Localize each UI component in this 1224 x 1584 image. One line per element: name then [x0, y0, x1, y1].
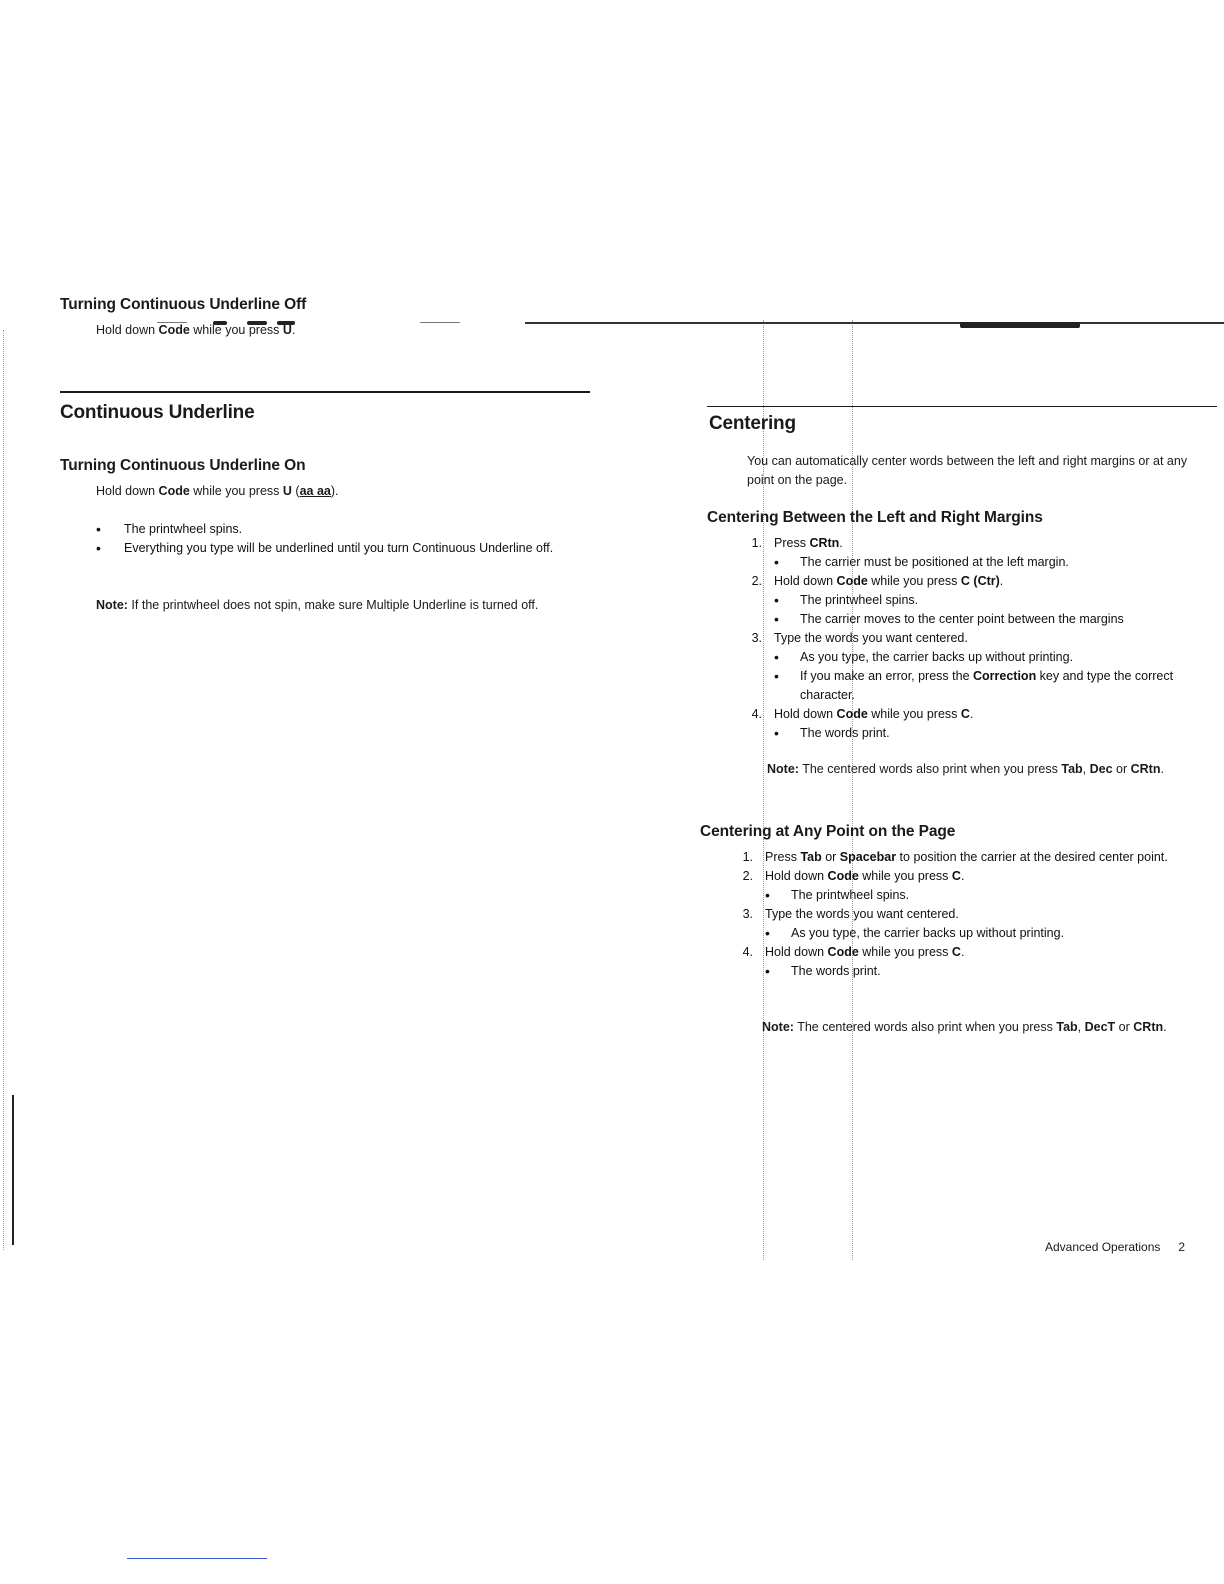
instruction-off: Hold down Code while you press U.	[96, 323, 296, 337]
step-item: 3. Type the words you want centered. • As you type, the carrier backs up without printing. • If you make an error, press the Correction key and type the correct character.	[736, 629, 1216, 705]
spiral-binding	[605, 322, 685, 1252]
list-item: • If you make an error, press the Correction key and type the correct character.	[774, 667, 1216, 705]
title-rule-right	[707, 406, 1217, 407]
step-item: 4. Hold down Code while you press C. • The words print.	[727, 943, 1197, 981]
title-rule	[60, 391, 590, 393]
scan-mark	[960, 322, 1080, 328]
page-title: Continuous Underline	[60, 402, 255, 423]
step-item: 4. Hold down Code while you press C. • The words print.	[736, 705, 1216, 743]
section-heading-on: Turning Continuous Underline On	[60, 457, 306, 474]
underline-sample: aa aa	[299, 484, 331, 498]
list-item: • As you type, the carrier backs up without printing.	[774, 648, 1216, 667]
step-item: 1. Press CRtn. • The carrier must be positioned at the left margin.	[736, 534, 1216, 572]
step-item: 3. Type the words you want centered. • As you type, the carrier backs up without printing.	[727, 905, 1197, 943]
list-item: • As you type, the carrier backs up without printing.	[765, 924, 1197, 943]
list-item: • The printwheel spins.	[765, 886, 1197, 905]
steps-any-point	[727, 848, 1197, 981]
list-item: • The words print.	[765, 962, 1197, 981]
section-heading-between: Centering Between the Left and Right Margins	[707, 509, 1043, 526]
left-page	[0, 0, 600, 1584]
list-item: • The printwheel spins.	[774, 591, 1216, 610]
note-between: Note: The centered words also print when you press Tab, Dec or CRtn.	[767, 762, 1164, 776]
blue-rule	[127, 1558, 267, 1559]
list-item: • The words print.	[774, 724, 1216, 743]
right-page-title: Centering	[709, 413, 796, 434]
steps-between	[736, 534, 1216, 743]
section-heading-off-visible: Turning Continuous Underline Off	[60, 296, 307, 313]
list-item: • The carrier must be positioned at the left margin.	[774, 553, 1216, 572]
step-item: 2. Hold down Code while you press C. • The printwheel spins.	[727, 867, 1197, 905]
centering-intro: You can automatically center words between the left and right margins or at any point on the page.	[747, 454, 1188, 487]
step-item: 1. Press Tab or Spacebar to position the carrier at the desired center point.	[742, 850, 1168, 864]
instruction-on: Hold down Code while you press U (aa aa).	[96, 484, 339, 498]
list-item: • Everything you type will be underlined until you turn Continuous Underline off.	[96, 539, 586, 558]
bullet-list-on	[96, 520, 586, 558]
list-item: • The carrier moves to the center point between the margins	[774, 610, 1216, 629]
footer-right: Advanced Operations 2	[1045, 1240, 1186, 1254]
section-heading-any-point: Centering at Any Point on the Page	[700, 823, 956, 840]
list-item: • The printwheel spins.	[96, 520, 586, 539]
note-any-point: Note: The centered words also print when you press Tab, DecT or CRtn.	[762, 1020, 1167, 1034]
note-on: Note: If the printwheel does not spin, make sure Multiple Underline is turned off.	[96, 598, 539, 612]
step-item: 2. Hold down Code while you press C (Ctr). • The printwheel spins. • The carrier moves to the center point between the margins	[736, 572, 1216, 629]
